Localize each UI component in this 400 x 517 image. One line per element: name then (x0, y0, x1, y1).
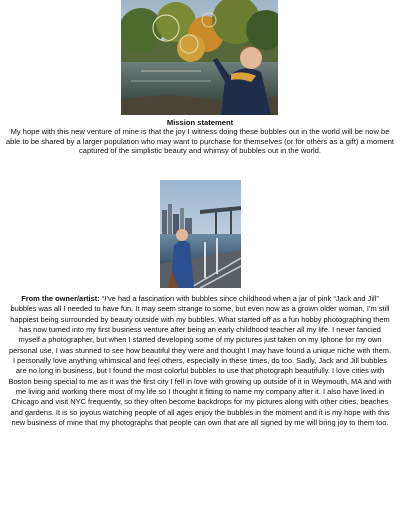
mission-statement-heading: Mission statement (166, 118, 234, 127)
owner-artist-label: From the owner/artist: (21, 294, 100, 303)
owner-artist-text: “I’ve had a fascination with bubbles since childhood when a jar of pink “Jack and Jill” bubbles was all I needed to have fun. It may seem strange to some, but even now as a grown older woman, I’m still happiest being surrounded by beauty outside with my bubbles. What started off as a fun hobby photographing them has now turned into my first business venture after being an early childhood teacher all my life. I never fancied myself a photographer, but when I started developing some of my pictures just taken on my Iphone for my own personal use, I was stunned to see how beautiful they were and thought I may have found a unique niche with them. I personally love anything whimsical and feel others, especially in these times, do too. Sadly, Jack and Jill bubbles are no long in business, but I found the most colorful bubbles to use that photograph beautifully. I love cities with Boston being special to me as it was the first city I fell in love with growing up outside of it in Weymouth, MA and with me living and working there most of my life so I thought it fitting to name my company after it. I also have lived in Chicago and visit NYC frequently, so they often become backdrops for my pictures along with other cities, beaches and gardens. It is so joyous watching people of all ages enjoy the bubbles in the moment and it is my hope with this new business of mine that my photographs that people can own that are all signed by me will bring joy to them too. (8, 294, 392, 428)
park-bubbles-photo (121, 0, 278, 115)
mission-statement-text: My hope with this new venture of mine is that the joy I witness doing these bubbles out in the world will be now be able to be shared by a larger population who may want to purchase for themselves (or for others as a gift) a moment captured of the simplistic beauty and whimsy of bubbles out in the world. (5, 127, 395, 156)
harbor-city-photo (160, 180, 241, 288)
owner-artist-statement (8, 294, 392, 428)
